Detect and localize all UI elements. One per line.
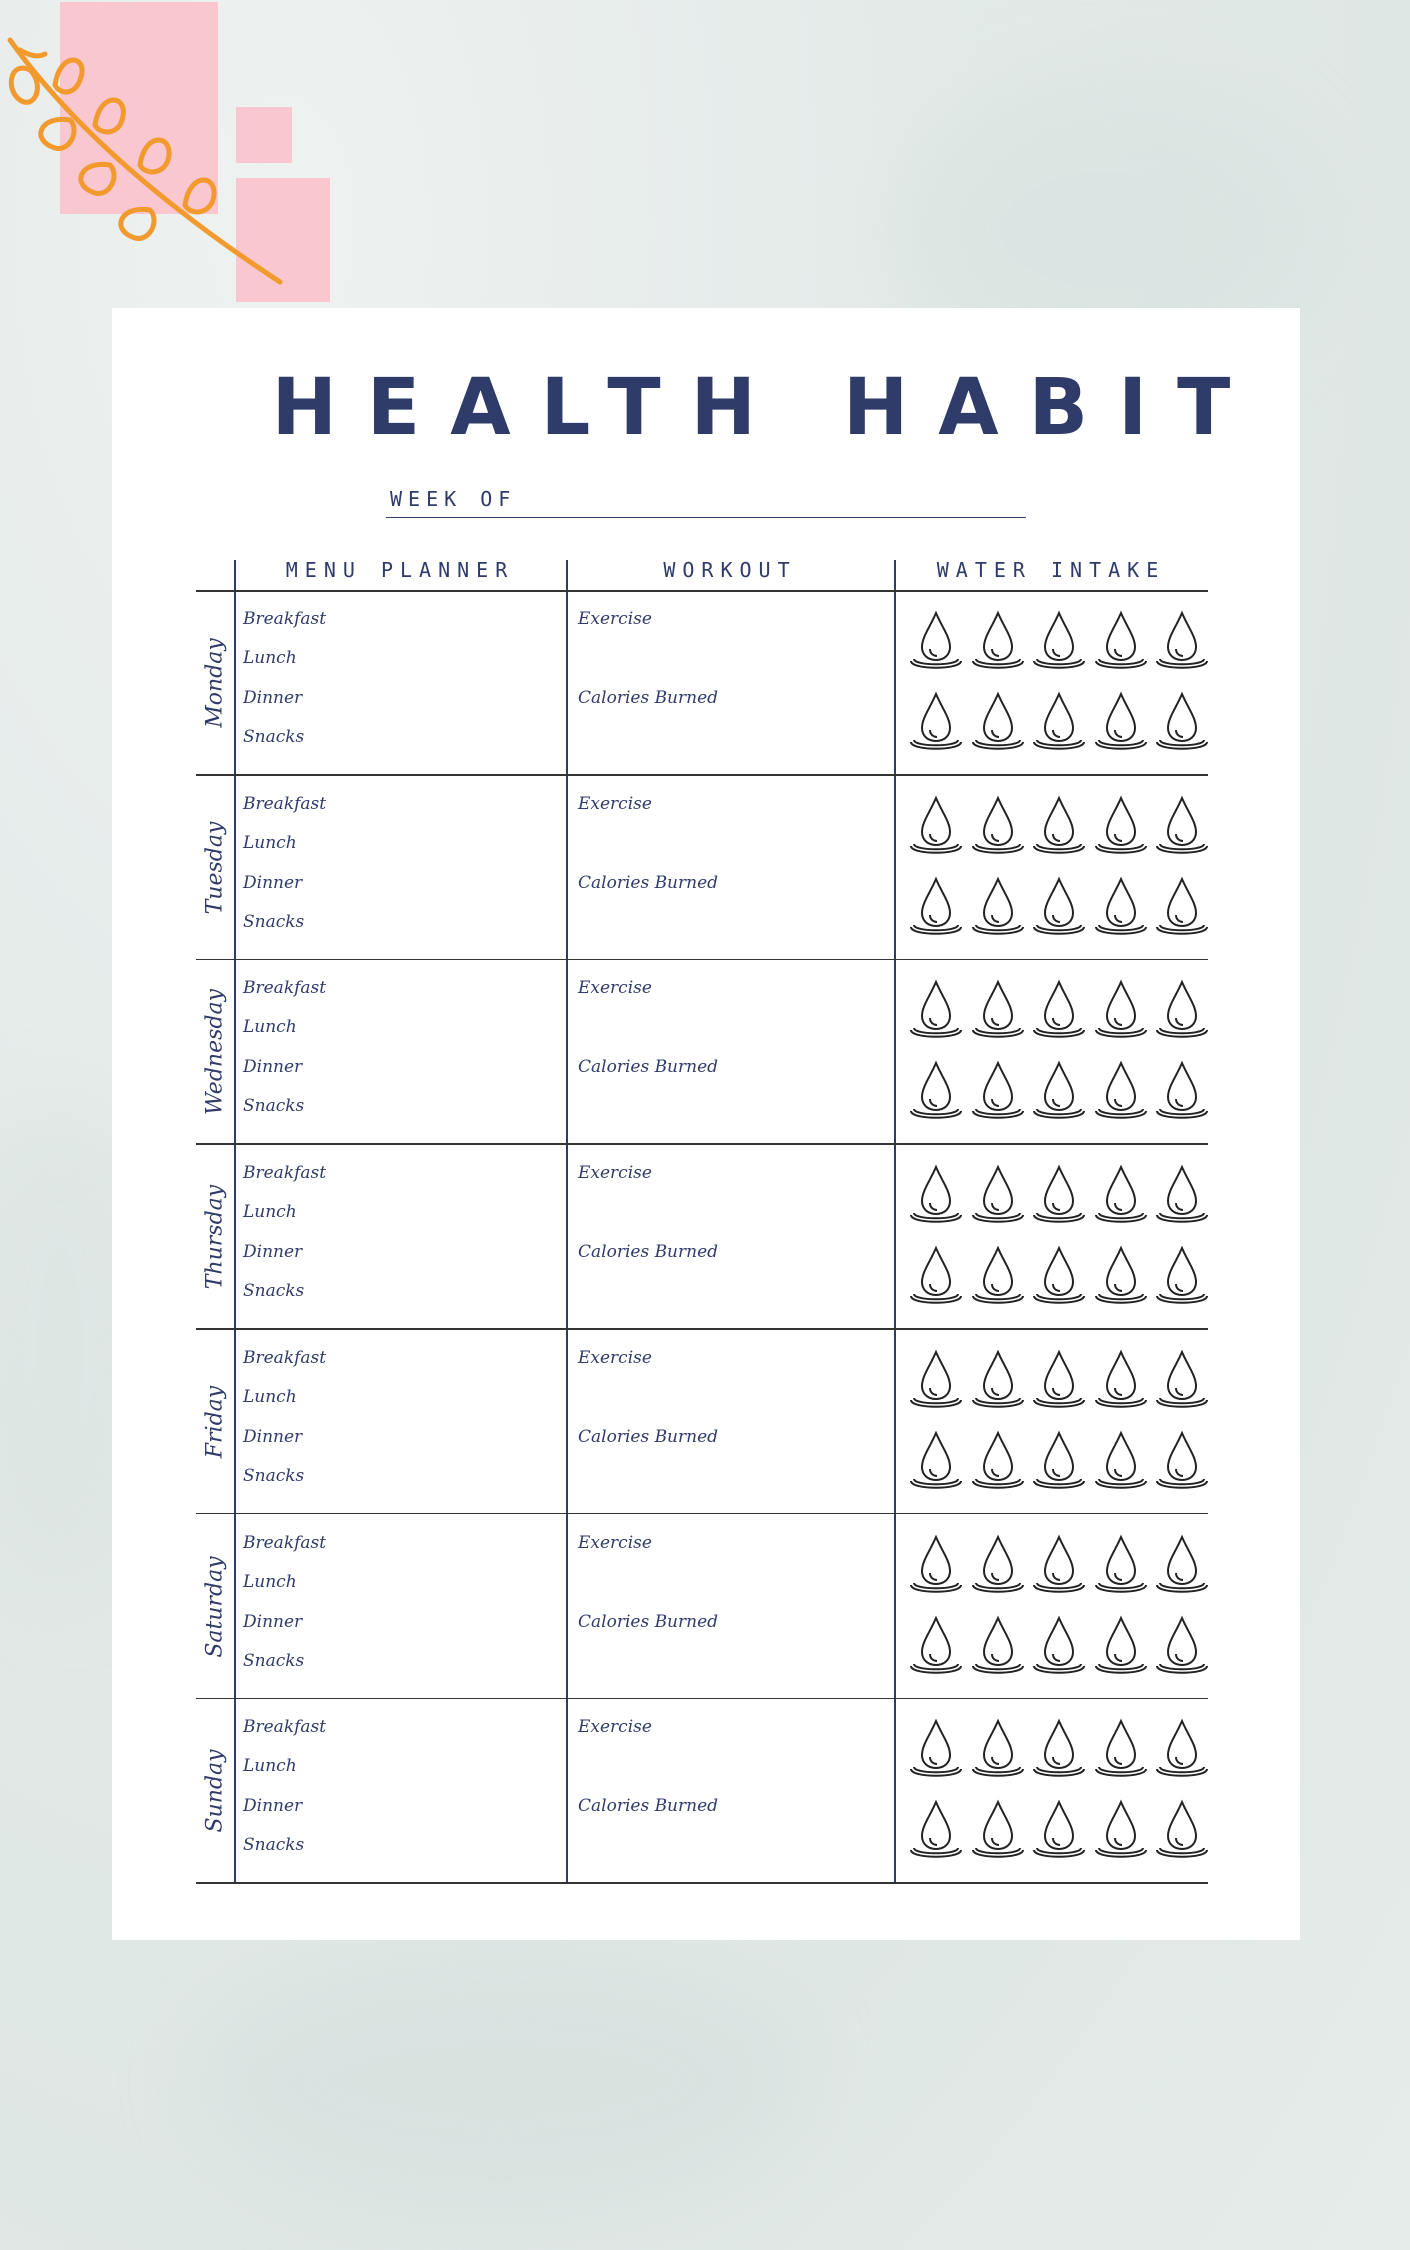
water-drop-icon[interactable] [970, 1533, 1026, 1595]
water-drop-icon[interactable] [1031, 1614, 1087, 1676]
meal-label-dinner[interactable]: Dinner [243, 1426, 303, 1447]
water-drop-grid [908, 1717, 1208, 1877]
day-label: Wednesday [202, 989, 228, 1116]
water-drop-icon[interactable] [1031, 1798, 1087, 1860]
day-label: Thursday [202, 1184, 228, 1290]
water-drop-icon[interactable] [1031, 1059, 1087, 1121]
water-drop-icon[interactable] [970, 794, 1026, 856]
water-drop-icon[interactable] [1093, 875, 1149, 937]
water-drop-icon[interactable] [1154, 609, 1210, 671]
water-drop-icon[interactable] [1154, 1429, 1210, 1491]
meal-label-dinner[interactable]: Dinner [243, 1796, 303, 1817]
bg-wash [200, 1950, 800, 2210]
water-drop-icon[interactable] [1031, 1429, 1087, 1491]
water-drop-grid [908, 609, 1208, 769]
water-drop-icon[interactable] [970, 1429, 1026, 1491]
water-drop-grid [908, 1163, 1208, 1323]
meal-label-snacks[interactable]: Snacks [243, 727, 305, 747]
water-drop-icon[interactable] [1154, 1533, 1210, 1595]
water-drop-icon[interactable] [1031, 978, 1087, 1040]
exercise-label[interactable]: Exercise [578, 1532, 652, 1553]
water-drop-icon[interactable] [1093, 1163, 1149, 1225]
water-drop-icon[interactable] [1031, 690, 1087, 752]
day-label: Tuesday [202, 821, 228, 915]
water-drop-icon[interactable] [908, 1429, 964, 1491]
row-divider [196, 1882, 1208, 1884]
water-drop-icon[interactable] [1154, 1348, 1210, 1410]
calories-burned-label[interactable]: Calories Burned [578, 1426, 719, 1447]
water-drop-icon[interactable] [1093, 1798, 1149, 1860]
water-drop-icon[interactable] [1154, 1163, 1210, 1225]
day-row-sunday [196, 1699, 1208, 1883]
calories-burned-label[interactable]: Calories Burned [578, 1796, 719, 1817]
meal-label-breakfast[interactable]: Breakfast [243, 1532, 327, 1553]
meal-label-lunch[interactable]: Lunch [243, 1202, 297, 1223]
meal-label-snacks[interactable]: Snacks [243, 1096, 305, 1117]
meal-label-lunch[interactable]: Lunch [243, 1571, 297, 1592]
water-drop-icon[interactable] [908, 1614, 964, 1676]
day-row-wednesday [196, 960, 1208, 1144]
water-drop-icon[interactable] [1093, 1244, 1149, 1306]
water-drop-icon[interactable] [1093, 1429, 1149, 1491]
water-drop-icon[interactable] [970, 1059, 1026, 1121]
day-label: Friday [202, 1385, 228, 1459]
day-row-friday [196, 1330, 1208, 1514]
water-drop-icon[interactable] [1093, 1348, 1149, 1410]
water-drop-icon[interactable] [1093, 1059, 1149, 1121]
water-drop-icon[interactable] [970, 1717, 1026, 1779]
water-drop-icon[interactable] [908, 978, 964, 1040]
water-drop-icon[interactable] [1154, 794, 1210, 856]
meal-label-snacks[interactable]: Snacks [243, 1465, 305, 1486]
day-row-saturday [196, 1515, 1208, 1699]
meal-label-lunch[interactable]: Lunch [243, 1386, 297, 1407]
water-drop-icon[interactable] [970, 875, 1026, 937]
water-drop-icon[interactable] [970, 1244, 1026, 1306]
water-drop-icon[interactable] [1093, 978, 1149, 1040]
water-drop-icon[interactable] [1093, 1533, 1149, 1595]
water-drop-icon[interactable] [970, 1348, 1026, 1410]
meal-label-lunch[interactable]: Lunch [243, 832, 297, 853]
day-row-thursday [196, 1145, 1208, 1329]
header-workout: WORKOUT [663, 558, 797, 582]
water-drop-grid [908, 794, 1208, 954]
water-drop-icon[interactable] [1154, 1798, 1210, 1860]
water-drop-icon[interactable] [1093, 1717, 1149, 1779]
water-drop-icon[interactable] [908, 1059, 964, 1121]
water-drop-icon[interactable] [908, 1717, 964, 1779]
exercise-label[interactable]: Exercise [578, 1347, 652, 1368]
water-drop-icon[interactable] [1154, 875, 1210, 937]
water-drop-icon[interactable] [970, 1614, 1026, 1676]
calories-burned-label[interactable]: Calories Burned [578, 688, 719, 708]
water-drop-icon[interactable] [1154, 978, 1210, 1040]
week-of-label: WEEK OF [390, 487, 517, 511]
water-drop-icon[interactable] [1031, 875, 1087, 937]
exercise-label[interactable]: Exercise [578, 1163, 652, 1184]
meal-label-dinner[interactable]: Dinner [243, 1611, 303, 1632]
day-label: Monday [202, 638, 228, 728]
week-of-field[interactable] [386, 483, 1026, 518]
meal-label-breakfast[interactable]: Breakfast [243, 1163, 327, 1184]
meal-label-snacks[interactable]: Snacks [243, 1281, 305, 1302]
meal-label-dinner[interactable]: Dinner [243, 688, 303, 708]
calories-burned-label[interactable]: Calories Burned [578, 1611, 719, 1632]
water-drop-icon[interactable] [1031, 794, 1087, 856]
water-drop-icon[interactable] [1154, 1244, 1210, 1306]
water-drop-icon[interactable] [908, 875, 964, 937]
water-drop-grid [908, 1348, 1208, 1508]
water-drop-grid [908, 978, 1208, 1138]
water-drop-icon[interactable] [908, 1533, 964, 1595]
water-drop-icon[interactable] [1031, 1244, 1087, 1306]
water-drop-icon[interactable] [1154, 1614, 1210, 1676]
calories-burned-label[interactable]: Calories Burned [578, 872, 719, 893]
water-drop-icon[interactable] [1093, 1614, 1149, 1676]
water-drop-icon[interactable] [1093, 690, 1149, 752]
planner-sheet [112, 308, 1300, 1940]
water-drop-icon[interactable] [1154, 1059, 1210, 1121]
water-drop-icon[interactable] [908, 690, 964, 752]
water-drop-icon[interactable] [970, 690, 1026, 752]
header-water-intake: WATER INTAKE [936, 558, 1166, 582]
meal-label-dinner[interactable]: Dinner [243, 872, 303, 893]
water-drop-icon[interactable] [1031, 1163, 1087, 1225]
meal-label-lunch[interactable]: Lunch [243, 1756, 297, 1777]
water-drop-icon[interactable] [1093, 794, 1149, 856]
day-row-tuesday [196, 776, 1208, 960]
exercise-label[interactable]: Exercise [578, 1717, 652, 1738]
water-drop-icon[interactable] [1031, 1348, 1087, 1410]
meal-label-snacks[interactable]: Snacks [243, 1650, 305, 1671]
meal-label-snacks[interactable]: Snacks [243, 1835, 305, 1856]
meal-label-breakfast[interactable]: Breakfast [243, 1717, 327, 1738]
meal-label-breakfast[interactable]: Breakfast [243, 609, 327, 629]
meal-label-breakfast[interactable]: Breakfast [243, 1347, 327, 1368]
meal-label-breakfast[interactable]: Breakfast [243, 793, 327, 814]
water-drop-icon[interactable] [908, 609, 964, 671]
leaf-branch-icon [0, 20, 300, 300]
day-row-monday [196, 591, 1208, 775]
meal-label-lunch[interactable]: Lunch [243, 648, 297, 668]
water-drop-icon[interactable] [908, 1798, 964, 1860]
water-drop-icon[interactable] [970, 609, 1026, 671]
calories-burned-label[interactable]: Calories Burned [578, 1057, 719, 1078]
meal-label-breakfast[interactable]: Breakfast [243, 978, 327, 999]
meal-label-dinner[interactable]: Dinner [243, 1057, 303, 1078]
water-drop-icon[interactable] [1031, 1717, 1087, 1779]
water-drop-icon[interactable] [908, 1348, 964, 1410]
meal-label-lunch[interactable]: Lunch [243, 1017, 297, 1038]
water-drop-grid [908, 1533, 1208, 1693]
water-drop-icon[interactable] [908, 794, 964, 856]
day-label: Sunday [202, 1749, 228, 1833]
header-menu-planner: MENU PLANNER [285, 558, 515, 582]
page-title: HEALTH HABIT [271, 363, 1261, 453]
calories-burned-label[interactable]: Calories Burned [578, 1242, 719, 1263]
day-label: Saturday [202, 1555, 228, 1658]
exercise-label[interactable]: Exercise [578, 793, 652, 814]
exercise-label[interactable]: Exercise [578, 609, 652, 629]
exercise-label[interactable]: Exercise [578, 978, 652, 999]
water-drop-icon[interactable] [1154, 690, 1210, 752]
meal-label-dinner[interactable]: Dinner [243, 1242, 303, 1263]
water-drop-icon[interactable] [970, 978, 1026, 1040]
meal-label-snacks[interactable]: Snacks [243, 911, 305, 932]
water-drop-icon[interactable] [1031, 1533, 1087, 1595]
water-drop-icon[interactable] [1154, 1717, 1210, 1779]
water-drop-icon[interactable] [970, 1163, 1026, 1225]
water-drop-icon[interactable] [908, 1163, 964, 1225]
water-drop-icon[interactable] [908, 1244, 964, 1306]
water-drop-icon[interactable] [970, 1798, 1026, 1860]
water-drop-icon[interactable] [1093, 609, 1149, 671]
water-drop-icon[interactable] [1031, 609, 1087, 671]
